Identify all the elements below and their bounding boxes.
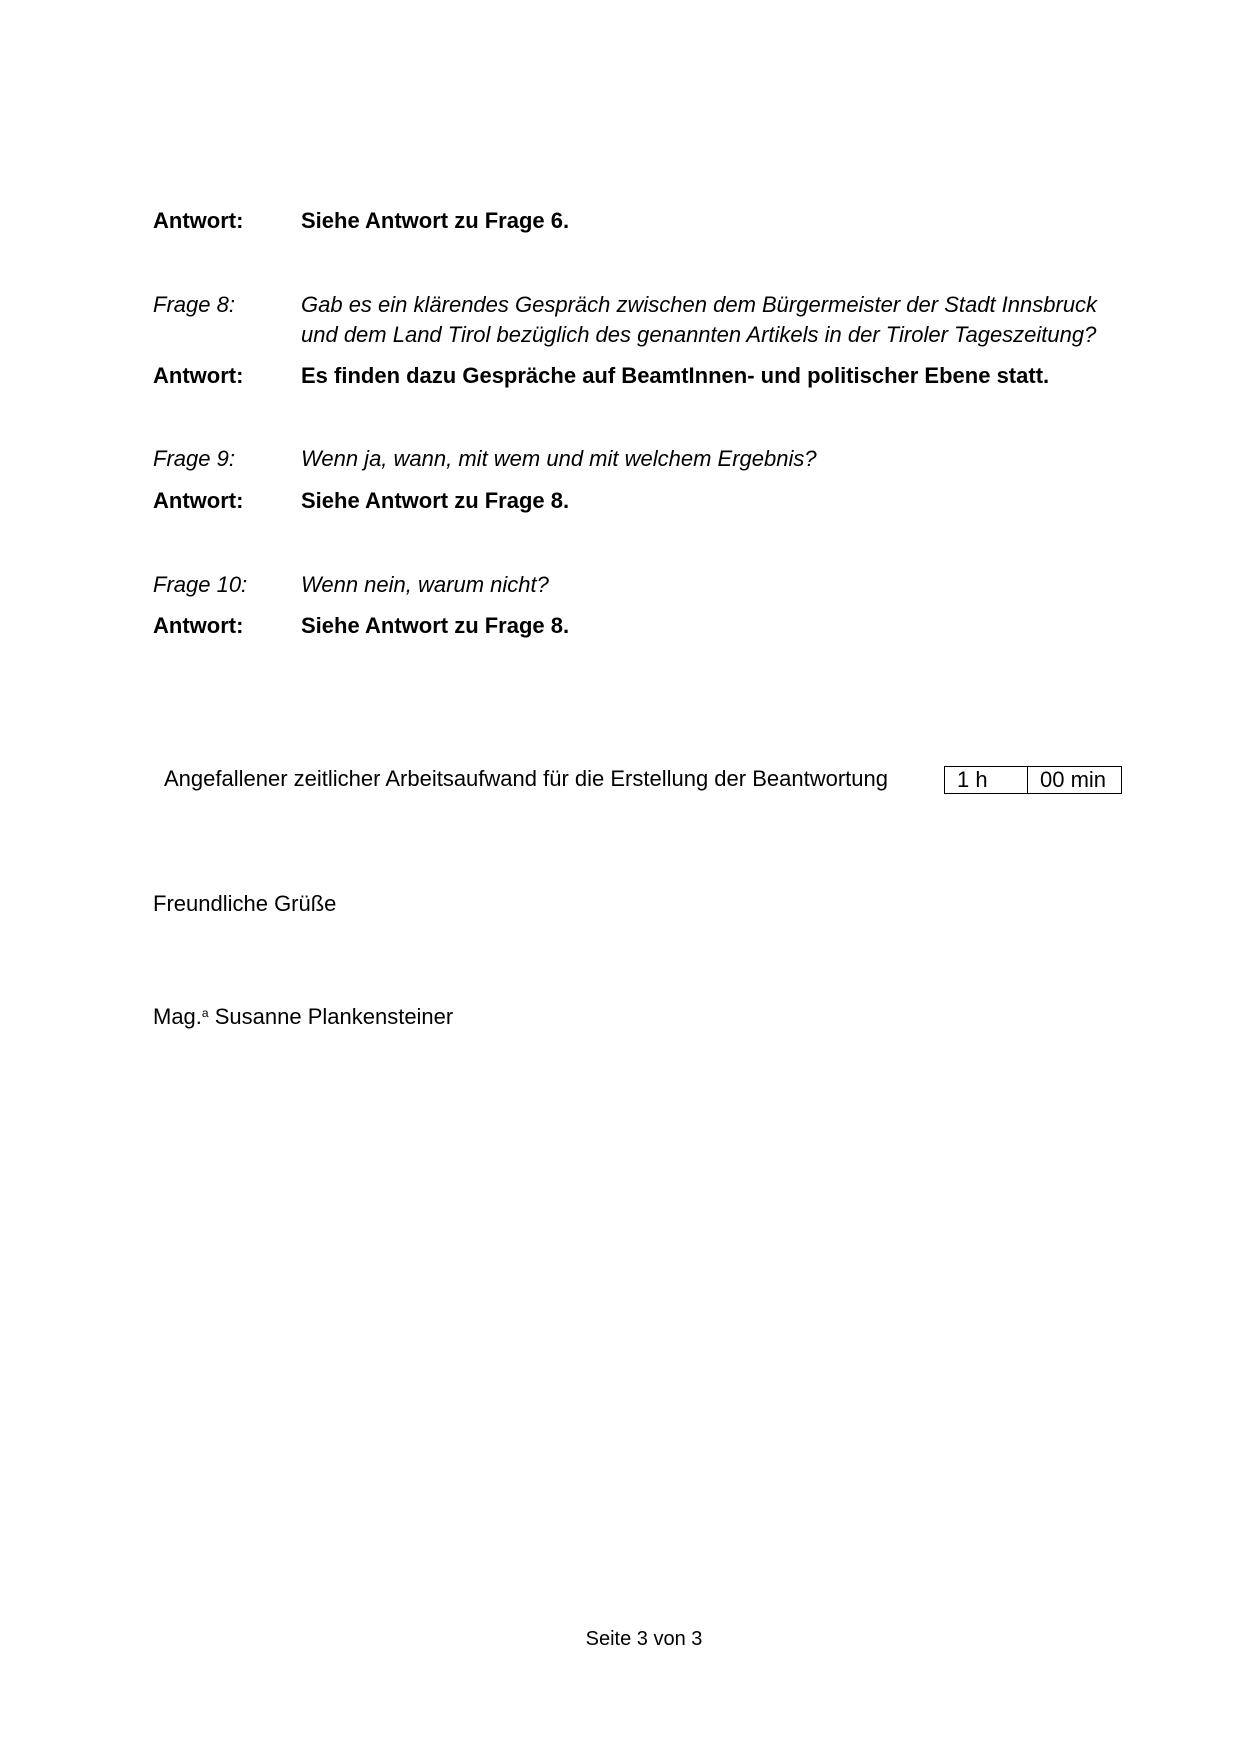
signature-title: Mag. bbox=[153, 1004, 202, 1029]
answer-label: Antwort: bbox=[153, 613, 244, 638]
question-text: Gab es ein klärendes Gespräch zwischen dem Bürgermeister der Stadt Innsbruck bbox=[301, 292, 1098, 317]
answer-label: Antwort: bbox=[153, 208, 244, 233]
effort-hours: 1 h bbox=[945, 767, 1028, 793]
effort-label: Angefallener zeitlicher Arbeitsaufwand für die Erstellung der Beantwortung bbox=[164, 766, 888, 791]
question-label: Frage 10: bbox=[153, 572, 248, 597]
effort-box bbox=[944, 766, 1122, 794]
answer-text: Es finden dazu Gespräche auf BeamtInnen- und politischer Ebene statt. bbox=[301, 363, 1050, 388]
effort-minutes: 00 min bbox=[1040, 767, 1107, 792]
answer-label: Antwort: bbox=[153, 488, 244, 513]
question-label: Frage 9: bbox=[153, 446, 235, 471]
question-text: und dem Land Tirol bezüglich des genannten Artikels in der Tiroler Tageszeitung? bbox=[301, 322, 1097, 347]
closing: Freundliche Grüße bbox=[153, 891, 337, 916]
question-label: Frage 8: bbox=[153, 292, 235, 317]
answer-text: Siehe Antwort zu Frage 6. bbox=[301, 208, 570, 233]
signature-title-sup: a bbox=[201, 1006, 209, 1020]
question-text: Wenn ja, wann, mit wem und mit welchem Ergebnis? bbox=[301, 446, 817, 471]
answer-label: Antwort: bbox=[153, 363, 244, 388]
signature bbox=[153, 1004, 453, 1030]
answer-text: Siehe Antwort zu Frage 8. bbox=[301, 488, 570, 513]
signature-name: Susanne Plankensteiner bbox=[214, 1004, 454, 1029]
answer-text: Siehe Antwort zu Frage 8. bbox=[301, 613, 570, 638]
page-footer: Seite 3 von 3 bbox=[585, 1628, 703, 1650]
question-text: Wenn nein, warum nicht? bbox=[301, 572, 549, 597]
